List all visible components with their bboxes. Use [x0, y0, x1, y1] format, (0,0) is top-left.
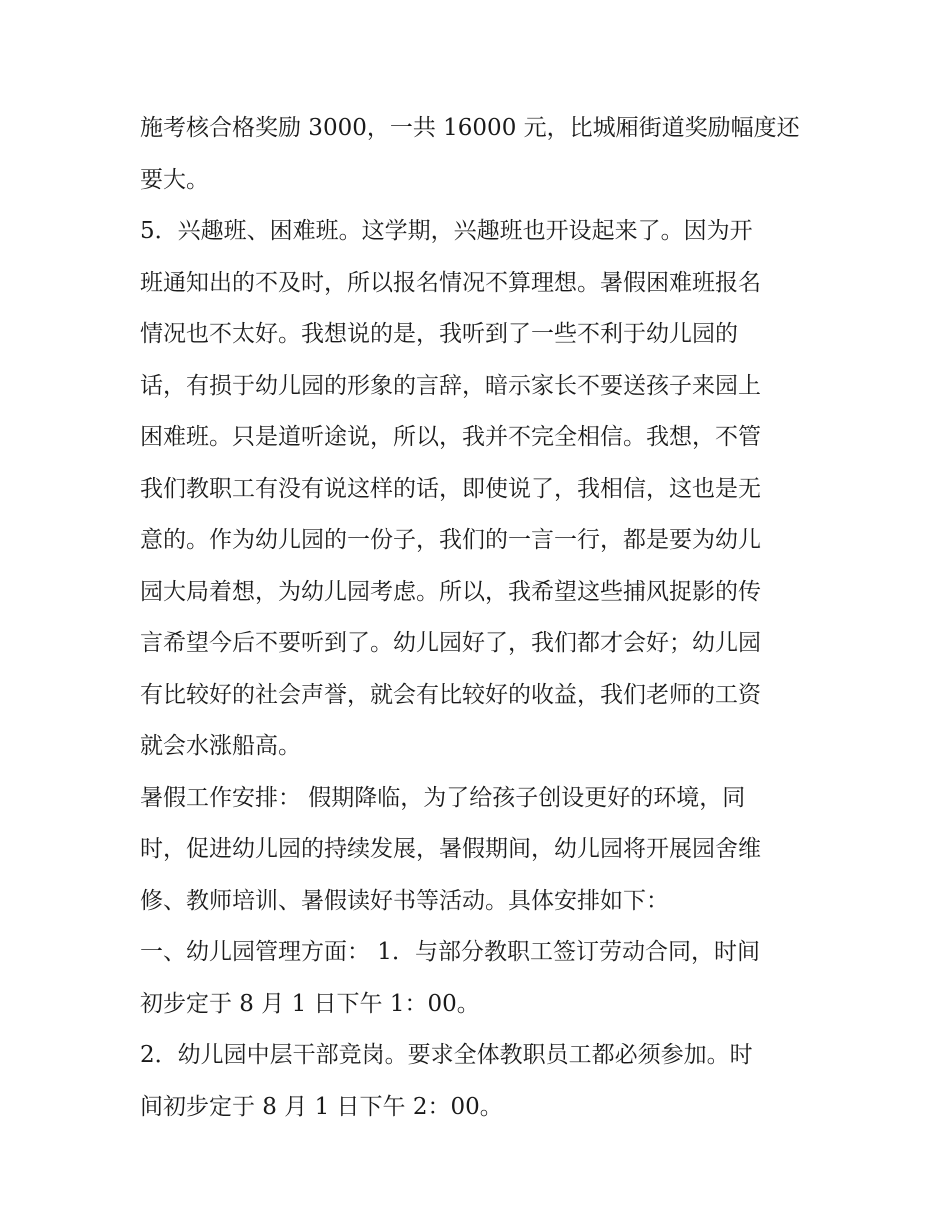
document-body	[140, 103, 820, 1133]
text-line: 意的。作为幼儿园的一份子，我们的一言一行，都是要为幼儿	[140, 527, 761, 553]
text-line: 困难班。只是道听途说，所以，我并不完全相信。我想，不管	[140, 424, 761, 450]
text-line: 我们教职工有没有说这样的话，即使说了，我相信，这也是无	[140, 475, 761, 502]
text-line: 时，促进幼儿园的持续发展，暑假期间，幼儿园将开展园舍维	[140, 836, 761, 862]
text-line: 园大局着想，为幼儿园考虑。所以，我希望这些捕风捉影的传	[140, 578, 761, 605]
text-line: 一、幼儿园管理方面： 1．与部分教职工签订劳动合同，时间	[140, 939, 760, 965]
text-line: 间初步定于 8 月 1 日下午 2：00。	[140, 1093, 503, 1120]
text-line: 修、教师培训、暑假读好书等活动。具体安排如下：	[140, 887, 669, 914]
text-line: 要大。	[140, 166, 209, 193]
text-line: 初步定于 8 月 1 日下午 1：00。	[140, 990, 480, 1017]
text-line: 有比较好的社会声誉，就会有比较好的收益，我们老师的工资	[140, 681, 761, 708]
text-line: 言希望今后不要听到了。幼儿园好了，我们都才会好；幼儿园	[140, 630, 761, 656]
text-line: 就会水涨船高。	[140, 733, 301, 759]
text-line: 情况也不太好。我想说的是，我听到了一些不利于幼儿园的	[140, 321, 738, 347]
text-line: 5．兴趣班、困难班。这学期，兴趣班也开设起来了。因为开	[140, 218, 753, 244]
text-line: 班通知出的不及时，所以报名情况不算理想。暑假困难班报名	[140, 269, 761, 296]
text-line: 2．幼儿园中层干部竞岗。要求全体教职员工都必须参加。时	[140, 1042, 753, 1068]
text-line: 话，有损于幼儿园的形象的言辞，暗示家长不要送孩子来园上	[140, 372, 761, 399]
text-line: 施考核合格奖励 3000，一共 16000 元，比城厢街道奖励幅度还	[140, 115, 800, 141]
text-line: 暑假工作安排： 假期降临，为了给孩子创设更好的环境，同	[140, 784, 746, 811]
